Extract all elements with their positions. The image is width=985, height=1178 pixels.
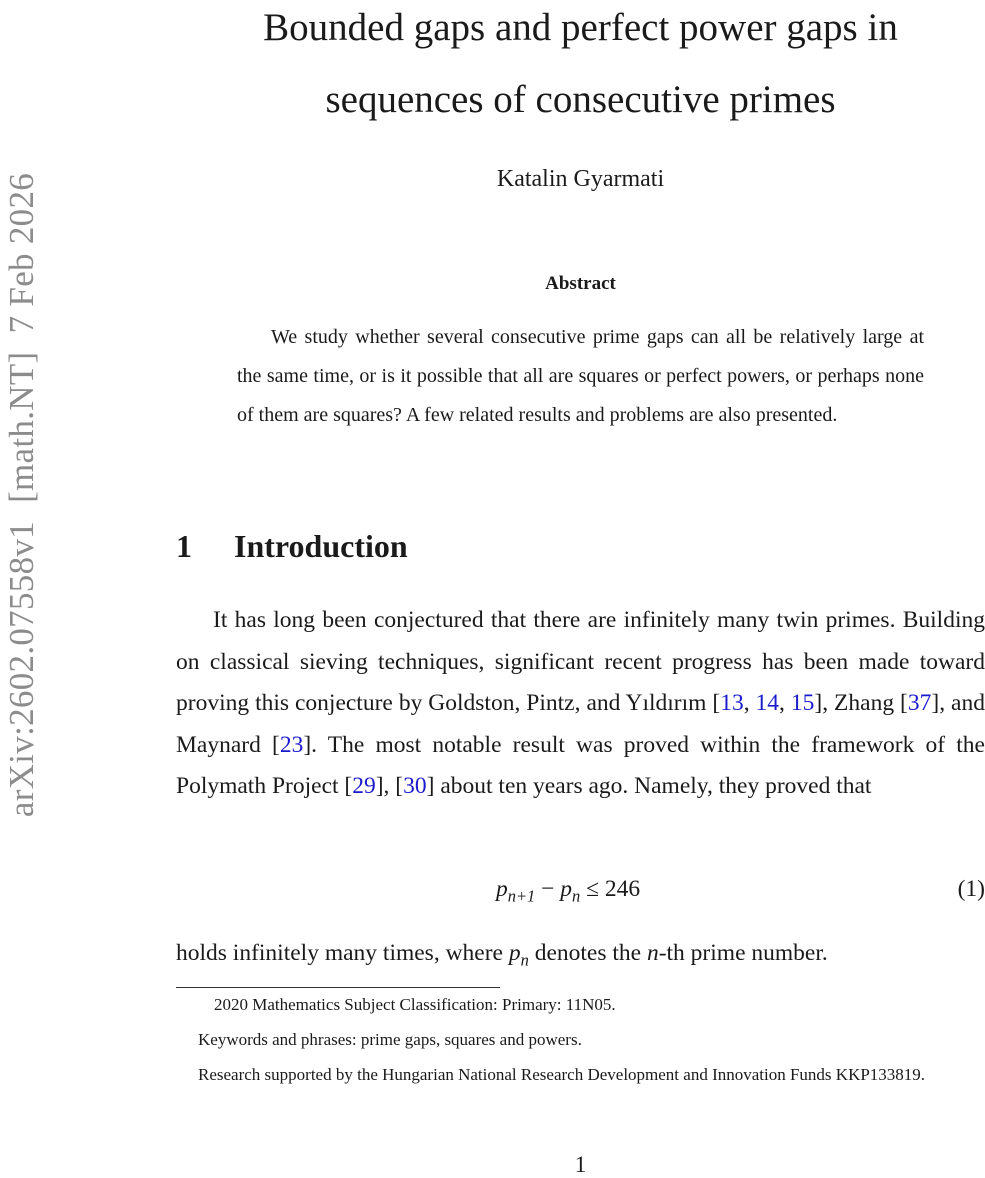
- operator: −: [535, 876, 561, 902]
- text: ,: [743, 690, 756, 717]
- citation-13[interactable]: 13: [720, 690, 744, 717]
- text: It has long been conjectured that there are infinitely many twin primes. Building on classical sieving techniques, significant recent progress has been made toward proving this conjecture by Goldston, Pintz, and Yıldırım [: [176, 607, 985, 717]
- text: holds infinitely many times, where: [176, 940, 509, 966]
- section-title: Introduction: [234, 528, 408, 564]
- abstract-heading: Abstract: [545, 273, 616, 294]
- title-line-2: sequences of consecutive primes: [325, 78, 836, 121]
- text: ], [: [375, 773, 404, 800]
- text: ,: [779, 690, 791, 717]
- title-line-1: Bounded gaps and perfect power gaps in: [263, 6, 898, 49]
- footnote-keywords: Keywords and phrases: prime gaps, squares and powers.: [198, 1030, 582, 1049]
- intro-paragraph: [176, 600, 985, 808]
- footnote-msc: 2020 Mathematics Subject Classification: Primary: 11N05.: [214, 995, 616, 1014]
- var-p: p: [560, 876, 573, 902]
- text: denotes the: [528, 940, 647, 966]
- footnote-funding: Research supported by the Hungarian National Research Development and Innovation Funds KKP133819.: [198, 1065, 926, 1084]
- text: ]. The most notable result was proved within the framework of the Polymath Project [: [176, 731, 985, 800]
- text: -th prime number.: [658, 940, 828, 966]
- citation-37[interactable]: 37: [907, 690, 932, 717]
- citation-15[interactable]: 15: [790, 690, 815, 717]
- var-p: p: [496, 876, 508, 902]
- equation-tag: (1): [957, 876, 985, 902]
- post-equation-text: [176, 940, 828, 971]
- subscript: n+1: [507, 886, 536, 906]
- var-n: n: [646, 940, 659, 966]
- text: ] about ten years ago. Namely, they proved that: [426, 773, 872, 800]
- subscript: n: [520, 950, 529, 970]
- author: Katalin Gyarmati: [496, 166, 665, 192]
- citation-29[interactable]: 29: [352, 773, 376, 800]
- abstract-text: We study whether several consecutive prime gaps can all be relatively large at the same time, or is it possible that all are squares or perfect powers, or perhaps none of them are squares? A few related results and problems are also presented.: [237, 326, 924, 426]
- page-number: 1: [574, 1152, 587, 1177]
- section-number: 1: [176, 528, 192, 564]
- section-heading: [176, 528, 408, 565]
- text: ], and Maynard [: [176, 690, 985, 758]
- var-p: p: [508, 940, 521, 966]
- citation-23[interactable]: 23: [279, 731, 304, 758]
- citation-30[interactable]: 30: [403, 773, 427, 800]
- subscript: n: [572, 886, 581, 906]
- text: ], Zhang [: [814, 690, 908, 717]
- arxiv-stamp: arXiv:2602.07558v1 [math.NT] 7 Feb 2026: [2, 172, 41, 818]
- paper-title: [176, 0, 985, 136]
- equation-math: [496, 876, 696, 907]
- citation-14[interactable]: 14: [755, 690, 780, 717]
- relation: ≤ 246: [580, 876, 641, 902]
